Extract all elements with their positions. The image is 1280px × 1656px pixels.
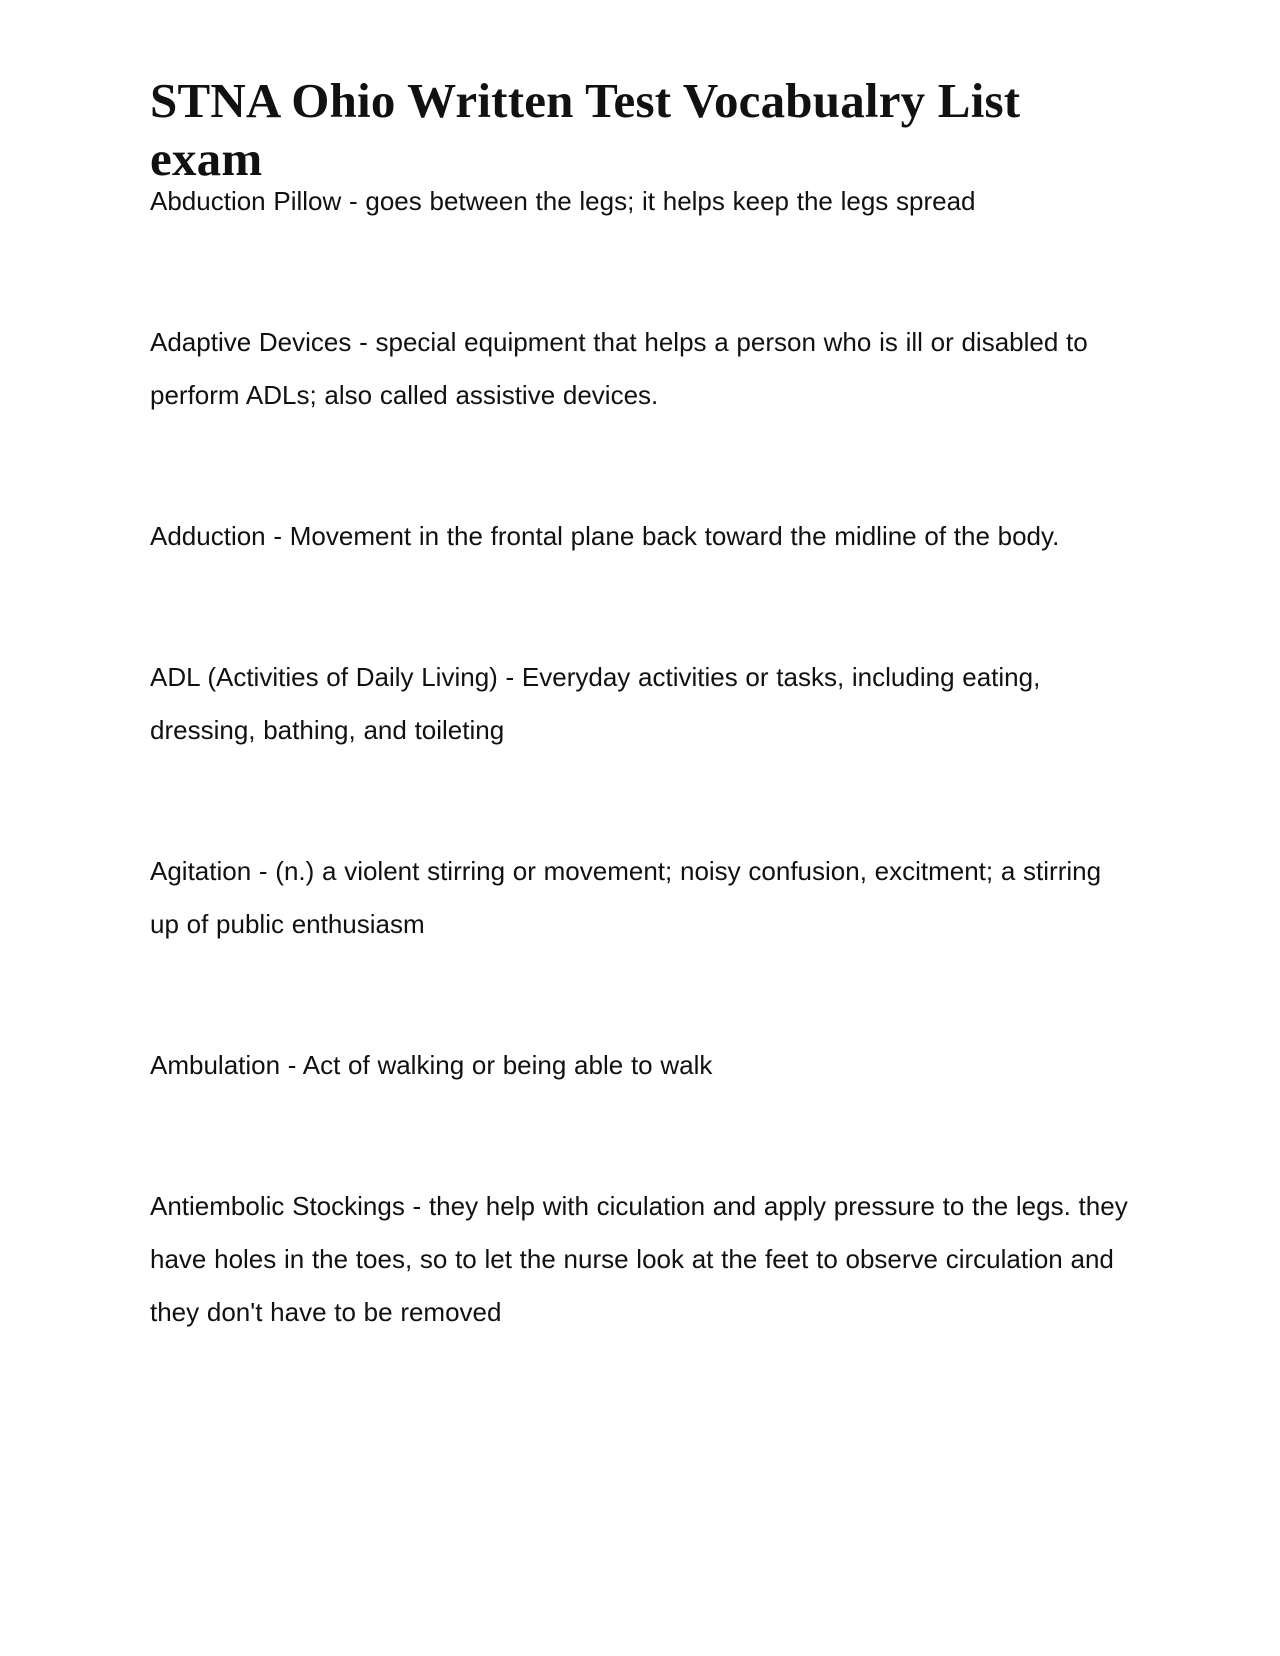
- vocabulary-entry-adaptive-devices: Adaptive Devices - special equipment that helps a person who is ill or disabled to perform ADLs; also called assistive devices.: [150, 327, 1088, 410]
- vocabulary-list: [150, 175, 1130, 1339]
- vocabulary-entry-ambulation: Ambulation - Act of walking or being able to walk: [150, 1050, 713, 1080]
- document-page: [150, 72, 1130, 1339]
- vocabulary-entry-agitation: Agitation - (n.) a violent stirring or movement; noisy confusion, excitment; a stirring up of public enthusiasm: [150, 856, 1102, 939]
- vocabulary-entry-abduction-pillow: Abduction Pillow - goes between the legs; it helps keep the legs spread: [150, 186, 976, 216]
- vocabulary-entry-adl: ADL (Activities of Daily Living) - Everyday activities or tasks, including eating, dressing, bathing, and toileting: [150, 662, 1041, 745]
- document-title: STNA Ohio Written Test Vocabualry List exam: [150, 73, 1021, 186]
- vocabulary-entry-antiembolic-stockings: Antiembolic Stockings - they help with ciculation and apply pressure to the legs. they have holes in the toes, so to let the nurse look at the feet to observe circulation and they don't have to be removed: [150, 1191, 1128, 1327]
- vocabulary-entry-adduction: Adduction - Movement in the frontal plane back toward the midline of the body.: [150, 521, 1060, 551]
